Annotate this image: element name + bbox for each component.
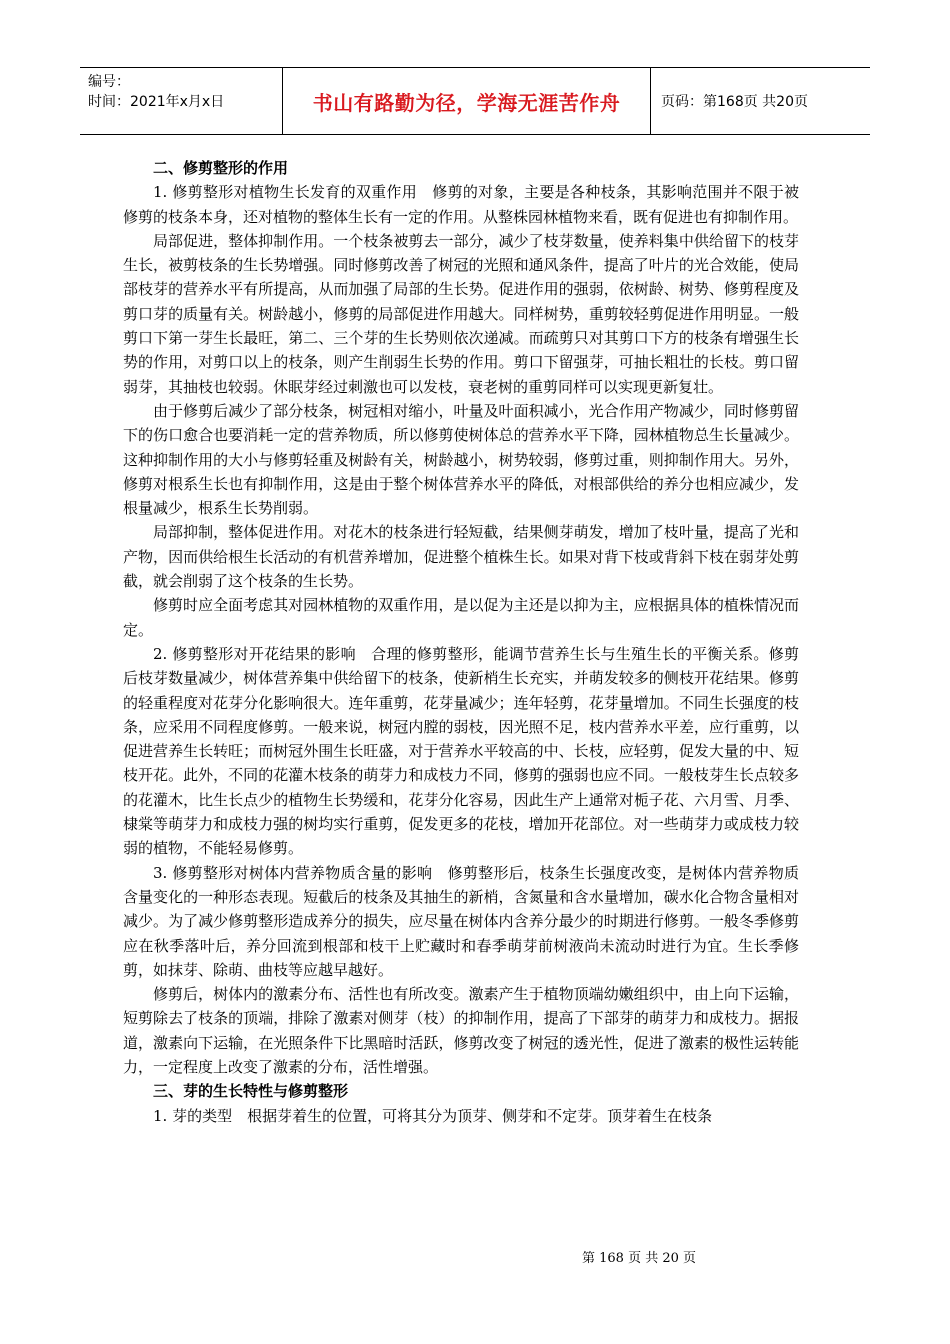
body-paragraph: 局部促进，整体抑制作用。一个枝条被剪去一部分，减少了枝芽数量，使养料集中供给留下的枝芽生长，被剪枝条的生长势增强。同时修剪改善了树冠的光照和通风条件，提高了叶片的光合效能，使局部枝芽的营养水平有所提高，从而加强了局部的生长势。促进作用的强弱，依树龄、树势、修剪程度及剪口芽的质量有关。树龄越小，修剪的局部促进作用越大。同样树势，重剪较轻剪促进作用明显。一般剪口下第一芽生长最旺，第二、三个芽的生长势则依次递减。而疏剪只对其剪口下方的枝条有增强生长势的作用，对剪口以上的枝条，则产生削弱生长势的作用。剪口下留强芽，可抽长粗壮的长枝。剪口留弱芽，其抽枝也较弱。休眠芽经过刺激也可以发枝，衰老树的重剪同样可以实现更新复壮。: [123, 231, 799, 396]
body-paragraph: 修剪时应全面考虑其对园林植物的双重作用，是以促为主还是以抑为主，应根据具体的植株情况而定。: [123, 596, 799, 639]
header-motto-cell: [283, 68, 651, 134]
number-label: 编号：: [88, 74, 130, 90]
header-page-cell: [651, 68, 870, 134]
document-body: [123, 156, 799, 1128]
body-paragraph: 2. 修剪整形对开花结果的影响 合理的修剪整形，能调节营养生长与生殖生长的平衡关系。修剪后枝芽数量减少，树体营养集中供给留下的枝条，使新梢生长充实，并萌发较多的侧枝开花结果。修剪的轻重程度对花芽分化影响很大。连年重剪，花芽量减少；连年轻剪，花芽量增加。不同生长强度的枝条，应采用不同程度修剪。一般来说，树冠内膛的弱枝，因光照不足，枝内营养水平差，应行重剪，以促进营养生长转旺；而树冠外围生长旺盛，对于营养水平较高的中、长枝，应轻剪，促发大量的中、短枝开花。此外，不同的花灌木枝条的萌芽力和成枝力不同，修剪的强弱也应不同。一般枝芽生长点较多的花灌木，比生长点少的植物生长势缓和，花芽分化容易，因此生产上通常对栀子花、六月雪、月季、棣棠等萌芽力和成枝力强的树均实行重剪，促发更多的花枝，增加开花部位。对一些萌芽力或成枝力较弱的植物，不能轻易修剪。: [123, 644, 799, 858]
body-paragraph: 由于修剪后减少了部分枝条，树冠相对缩小，叶量及叶面积减小，光合作用产物减少，同时修剪留下的伤口愈合也要消耗一定的营养物质，所以修剪使树体总的营养水平下降，园林植物总生长量减少。这种抑制作用的大小与修剪轻重及树龄有关，树龄越小，树势较弱，修剪过重，则抑制作用大。另外，修剪对根系生长也有抑制作用，这是由于整个树体营养水平的降低，对根部供给的养分也相应减少，发根量减少，根系生长势削弱。: [123, 401, 799, 518]
time-label: 时间：2021年x月x日: [88, 94, 225, 110]
body-paragraph: 3. 修剪整形对树体内营养物质含量的影响 修剪整形后，枝条生长强度改变，是树体内营养物质含量变化的一种形态表现。短截后的枝条及其抽生的新梢，含氮量和含水量增加，碳水化合物含量相对减少。为了减少修剪整形造成养分的损失，应尽量在树体内含养分最少的时期进行修剪。一般冬季修剪应在秋季落叶后，养分回流到根部和枝干上贮藏时和春季萌芽前树液尚未流动时进行为宜。生长季修剪，如抹芽、除萌、曲枝等应越早越好。: [123, 863, 799, 979]
page-footer: 第 168 页 共 20 页: [582, 1251, 697, 1266]
section-heading: 二、修剪整形的作用: [153, 159, 289, 177]
document-header: [80, 67, 870, 135]
motto-text: 书山有路勤为径，学海无涯苦作舟: [312, 90, 621, 115]
body-paragraph: 修剪后，树体内的激素分布、活性也有所改变。激素产生于植物顶端幼嫩组织中，由上向下运输，短剪除去了枝条的顶端，排除了激素对侧芽（枝）的抑制作用，提高了下部芽的萌芽力和成枝力。据报道，激素向下运输，在光照条件下比黑暗时活跃，修剪改变了树冠的透光性，促进了激素的极性运转能力，一定程度上改变了激素的分布，活性增强。: [123, 985, 799, 1076]
body-paragraph: 1. 修剪整形对植物生长发育的双重作用 修剪的对象，主要是各种枝条，其影响范围并不限于被修剪的枝条本身，还对植物的整体生长有一定的作用。从整株园林植物来看，既有促进也有抑制作用。: [123, 183, 799, 226]
body-paragraph: 局部抑制，整体促进作用。对花木的枝条进行轻短截，结果侧芽萌发，增加了枝叶量，提高了光和产物，因而供给根生长活动的有机营养增加，促进整个植株生长。如果对背下枝或背斜下枝在弱芽处剪截，就会削弱了这个枝条的生长势。: [123, 523, 799, 591]
section-heading: 三、芽的生长特性与修剪整形: [153, 1082, 349, 1101]
page-info: 页码：第168页 共20页: [661, 94, 808, 110]
body-paragraph: 1. 芽的类型 根据芽着生的位置，可将其分为顶芽、侧芽和不定芽。顶芽着生在枝条: [153, 1106, 713, 1125]
header-meta-cell: [80, 68, 283, 134]
